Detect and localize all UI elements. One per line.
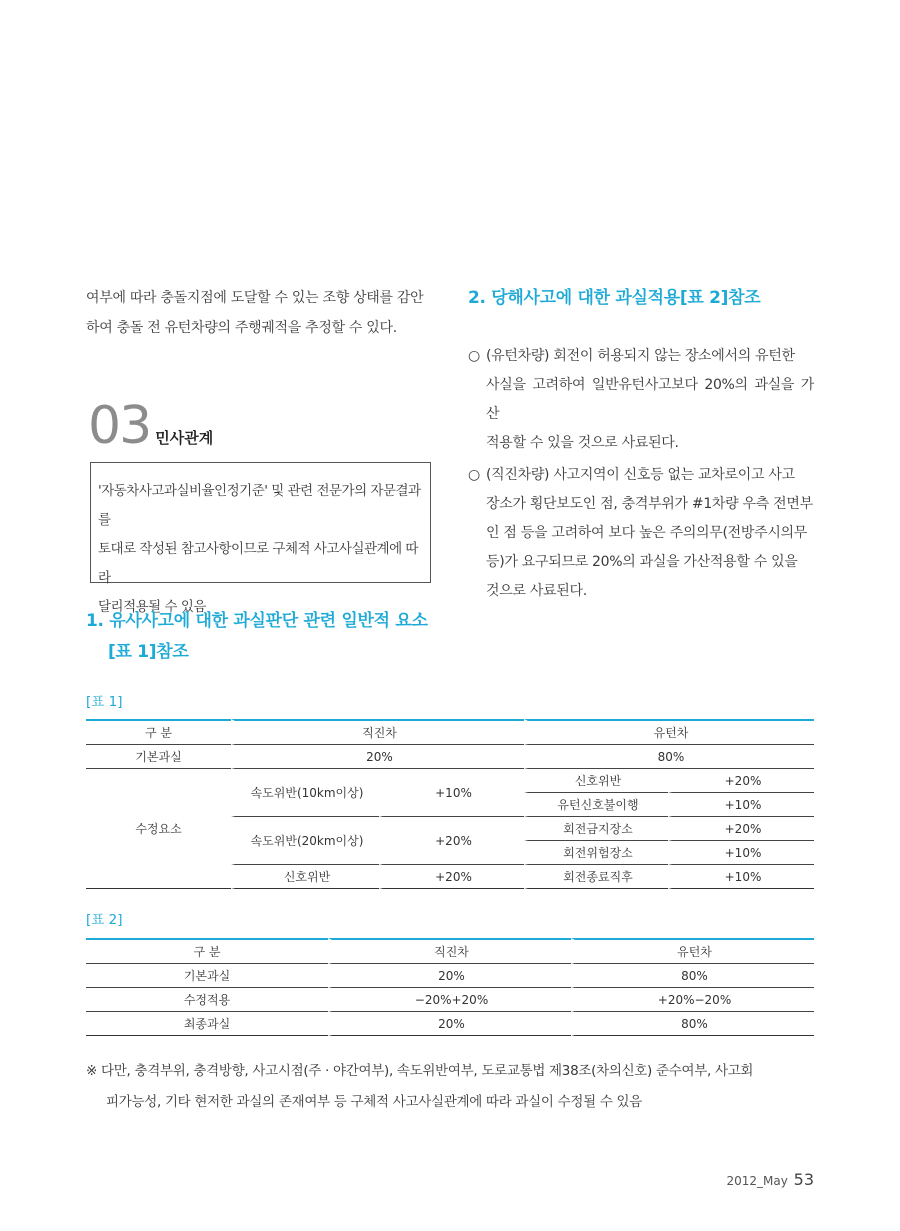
cell-value: +20%: [379, 865, 524, 889]
table-row: [86, 769, 814, 793]
table-header-row: [86, 719, 814, 745]
note-line: 달리적용될 수 있음: [98, 599, 206, 615]
heading-1-line2: [표 1]참조: [108, 642, 189, 662]
section-number: 03: [88, 396, 151, 456]
cell-item: 유턴신호불이행: [524, 793, 668, 817]
intro-line: 하여 충돌 전 유턴차량의 주행궤적을 추정할 수 있다.: [86, 320, 397, 336]
table-row: [86, 1012, 814, 1036]
cell-value: +20%: [379, 817, 524, 865]
table-row: [86, 988, 814, 1012]
cell-value: 20%: [328, 964, 571, 988]
intro-line: 여부에 따라 충돌지점에 도달할 수 있는 조향 상태를 감안: [86, 290, 424, 306]
heading-1: [86, 606, 446, 668]
row-label: 기본과실: [86, 964, 328, 988]
header-straight: 직진차: [328, 938, 571, 964]
cell-item: 신호위반: [231, 865, 379, 889]
left-intro: [86, 283, 436, 343]
bullet-line: 등)가 요구되므로 20%의 과실을 가산적용할 수 있을: [486, 554, 798, 570]
table-row: [86, 745, 814, 769]
bullet-line: 사실을 고려하여 일반유턴사고보다 20%의 과실을 가산: [486, 377, 814, 422]
footer-issue: 2012_May: [726, 1174, 788, 1188]
footnote-line: 다만, 충격부위, 충격방향, 사고시점(주 · 야간여부), 속도위반여부, 도로교통법 제38조(차의신호) 준수여부, 사고회: [101, 1063, 754, 1079]
row-label: 최종과실: [86, 1012, 328, 1036]
bullet-line: (유턴차량) 회전이 허용되지 않는 장소에서의 유턴한: [486, 348, 795, 364]
bullet-mark: ○: [468, 467, 480, 483]
table-2: [86, 938, 814, 1036]
section-name: 민사관계: [155, 429, 214, 447]
cell-value: +20%−20%: [571, 988, 814, 1012]
header-category: 구 분: [86, 719, 231, 745]
cell-value: +20%: [668, 769, 814, 793]
bullet-line: 것으로 사료된다.: [486, 583, 587, 599]
section-title: [88, 396, 214, 456]
cell-value: +10%: [668, 793, 814, 817]
cell-item: 회전금지장소: [524, 817, 668, 841]
cell-item: 회전위험장소: [524, 841, 668, 865]
cell-item: 신호위반: [524, 769, 668, 793]
bullet-line: 장소가 횡단보도인 점, 충격부위가 #1차량 우측 전면부: [486, 496, 813, 512]
heading-1-line1: 1. 유사사고에 대한 과실판단 관련 일반적 요소: [86, 611, 428, 631]
table2-label: [표 2]: [86, 912, 123, 928]
bullet-line: (직진차량) 사고지역이 신호등 없는 교차로이고 사고: [486, 467, 795, 483]
table-1: [86, 719, 814, 889]
footnote-mark: ※: [86, 1063, 98, 1079]
bullet-line: 적용할 수 있을 것으로 사료된다.: [486, 435, 679, 451]
page-number: 53: [793, 1170, 814, 1189]
cell-value: +20%: [668, 817, 814, 841]
table1-label: [표 1]: [86, 694, 123, 710]
cell-value: 80%: [571, 964, 814, 988]
footnote-line: 피가능성, 기타 현저한 과실의 존재여부 등 구체적 사고사실관계에 따라 과실이 수정될 수 있음: [106, 1094, 643, 1110]
note-line: '자동차사고과실비율인정기준' 및 관련 전문가의 자문결과를: [98, 483, 421, 528]
header-straight: 직진차: [231, 719, 524, 745]
cell-value: 80%: [571, 1012, 814, 1036]
cell-value: 80%: [524, 745, 814, 769]
table-header-row: [86, 938, 814, 964]
header-uturn: 유턴차: [571, 938, 814, 964]
row-label: 수정요소: [86, 769, 231, 889]
note-box: [90, 462, 431, 615]
cell-value: +10%: [668, 841, 814, 865]
row-label: 기본과실: [86, 745, 231, 769]
cell-item: 속도위반(10km이상): [231, 769, 379, 817]
bullet-line: 인 점 등을 고려하여 보다 높은 주의의무(전방주시의무: [486, 525, 807, 541]
cell-value: 20%: [231, 745, 524, 769]
footnote: [86, 1056, 816, 1118]
header-uturn: 유턴차: [524, 719, 814, 745]
bullet-uturn: [468, 342, 814, 458]
cell-value: +10%: [668, 865, 814, 889]
cell-value: 20%: [328, 1012, 571, 1036]
cell-value: +10%: [379, 769, 524, 817]
header-category: 구 분: [86, 938, 328, 964]
cell-item: 속도위반(20km이상): [231, 817, 379, 865]
bullet-straight: [468, 461, 814, 606]
heading-2: 2. 당해사고에 대한 과실적용[표 2]참조: [468, 288, 761, 308]
table-row: [86, 964, 814, 988]
note-line: 토대로 작성된 참고사항이므로 구체적 사고사실관계에 따라: [98, 541, 418, 586]
page-footer: [726, 1170, 814, 1189]
cell-item: 회전종료직후: [524, 865, 668, 889]
bullet-mark: ○: [468, 348, 480, 364]
row-label: 수정적용: [86, 988, 328, 1012]
cell-value: −20%+20%: [328, 988, 571, 1012]
